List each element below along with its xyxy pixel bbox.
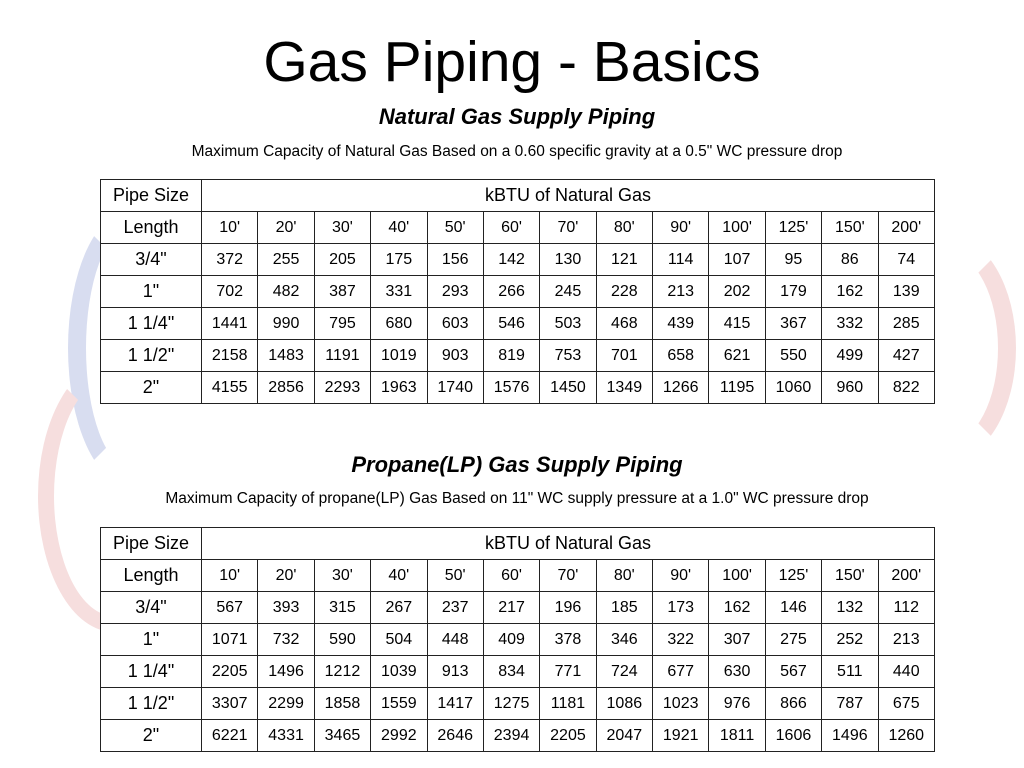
capacity-cell: 1606	[765, 720, 821, 752]
capacity-cell: 266	[483, 276, 539, 308]
capacity-cell: 1212	[314, 656, 370, 688]
capacity-cell: 903	[427, 340, 483, 372]
capacity-cell: 275	[765, 624, 821, 656]
length-cell: 10'	[202, 560, 258, 592]
pipe-size-cell: 2"	[101, 372, 202, 404]
capacity-cell: 546	[483, 308, 539, 340]
capacity-cell: 2856	[258, 372, 314, 404]
capacity-cell: 1496	[258, 656, 314, 688]
length-cell: 70'	[540, 560, 596, 592]
capacity-cell: 2293	[314, 372, 370, 404]
capacity-cell: 132	[822, 592, 878, 624]
length-row	[101, 212, 935, 244]
capacity-cell: 255	[258, 244, 314, 276]
capacity-cell: 367	[765, 308, 821, 340]
length-cell: 80'	[596, 560, 652, 592]
capacity-cell: 2205	[540, 720, 596, 752]
capacity-cell: 701	[596, 340, 652, 372]
capacity-cell: 503	[540, 308, 596, 340]
capacity-cell: 1441	[202, 308, 258, 340]
capacity-cell: 680	[371, 308, 427, 340]
capacity-cell: 156	[427, 244, 483, 276]
capacity-cell: 213	[878, 624, 935, 656]
capacity-cell: 439	[653, 308, 709, 340]
capacity-cell: 2394	[483, 720, 539, 752]
table-row	[101, 276, 935, 308]
capacity-cell: 74	[878, 244, 935, 276]
capacity-header: kBTU of Natural Gas	[202, 180, 935, 212]
capacity-cell: 4331	[258, 720, 314, 752]
capacity-cell: 346	[596, 624, 652, 656]
capacity-cell: 1963	[371, 372, 427, 404]
capacity-cell: 1483	[258, 340, 314, 372]
capacity-cell: 175	[371, 244, 427, 276]
capacity-cell: 1195	[709, 372, 765, 404]
capacity-cell: 753	[540, 340, 596, 372]
pipe-size-header: Pipe Size	[101, 528, 202, 560]
capacity-cell: 237	[427, 592, 483, 624]
capacity-cell: 139	[878, 276, 935, 308]
capacity-cell: 834	[483, 656, 539, 688]
length-cell: 90'	[653, 212, 709, 244]
capacity-cell: 409	[483, 624, 539, 656]
capacity-cell: 293	[427, 276, 483, 308]
capacity-cell: 1266	[653, 372, 709, 404]
length-cell: 200'	[878, 212, 935, 244]
capacity-cell: 990	[258, 308, 314, 340]
capacity-cell: 482	[258, 276, 314, 308]
table-row	[101, 624, 935, 656]
length-cell: 90'	[653, 560, 709, 592]
length-cell: 20'	[258, 560, 314, 592]
pipe-size-cell: 3/4"	[101, 244, 202, 276]
table-row	[101, 308, 935, 340]
natural-gas-capacity-table	[100, 179, 935, 404]
capacity-cell: 448	[427, 624, 483, 656]
capacity-cell: 202	[709, 276, 765, 308]
capacity-cell: 658	[653, 340, 709, 372]
length-cell: 100'	[709, 212, 765, 244]
capacity-cell: 179	[765, 276, 821, 308]
capacity-cell: 822	[878, 372, 935, 404]
capacity-cell: 228	[596, 276, 652, 308]
capacity-cell: 1921	[653, 720, 709, 752]
length-cell: 70'	[540, 212, 596, 244]
capacity-cell: 393	[258, 592, 314, 624]
capacity-cell: 205	[314, 244, 370, 276]
propane-section-title: Propane(LP) Gas Supply Piping	[351, 452, 683, 477]
length-cell: 150'	[822, 560, 878, 592]
capacity-cell: 315	[314, 592, 370, 624]
length-cell: 100'	[709, 560, 765, 592]
capacity-cell: 162	[709, 592, 765, 624]
capacity-cell: 331	[371, 276, 427, 308]
capacity-cell: 468	[596, 308, 652, 340]
capacity-cell: 1260	[878, 720, 935, 752]
capacity-cell: 499	[822, 340, 878, 372]
length-cell: 30'	[314, 212, 370, 244]
length-cell: 200'	[878, 560, 935, 592]
table-row	[101, 592, 935, 624]
natural-gas-section-title: Natural Gas Supply Piping	[378, 104, 656, 129]
capacity-cell: 427	[878, 340, 935, 372]
capacity-cell: 217	[483, 592, 539, 624]
capacity-cell: 724	[596, 656, 652, 688]
capacity-cell: 112	[878, 592, 935, 624]
capacity-cell: 677	[653, 656, 709, 688]
capacity-cell: 621	[709, 340, 765, 372]
capacity-cell: 196	[540, 592, 596, 624]
pipe-size-cell: 1 1/2"	[101, 340, 202, 372]
length-cell: 40'	[371, 212, 427, 244]
capacity-cell: 732	[258, 624, 314, 656]
capacity-cell: 1019	[371, 340, 427, 372]
table-row	[101, 720, 935, 752]
capacity-cell: 2205	[202, 656, 258, 688]
table-header-row	[101, 528, 935, 560]
pipe-size-cell: 1"	[101, 624, 202, 656]
capacity-cell: 142	[483, 244, 539, 276]
capacity-cell: 3307	[202, 688, 258, 720]
length-cell: 80'	[596, 212, 652, 244]
capacity-cell: 107	[709, 244, 765, 276]
capacity-cell: 387	[314, 276, 370, 308]
length-label: Length	[101, 212, 202, 244]
capacity-cell: 307	[709, 624, 765, 656]
capacity-cell: 213	[653, 276, 709, 308]
capacity-cell: 567	[765, 656, 821, 688]
length-cell: 50'	[427, 560, 483, 592]
capacity-cell: 86	[822, 244, 878, 276]
length-row	[101, 560, 935, 592]
capacity-cell: 1191	[314, 340, 370, 372]
capacity-cell: 1039	[371, 656, 427, 688]
capacity-cell: 702	[202, 276, 258, 308]
capacity-cell: 1811	[709, 720, 765, 752]
capacity-cell: 285	[878, 308, 935, 340]
capacity-cell: 976	[709, 688, 765, 720]
capacity-cell: 1559	[371, 688, 427, 720]
pipe-size-cell: 3/4"	[101, 592, 202, 624]
capacity-cell: 440	[878, 656, 935, 688]
capacity-cell: 2158	[202, 340, 258, 372]
capacity-cell: 3465	[314, 720, 370, 752]
length-cell: 60'	[483, 560, 539, 592]
capacity-cell: 121	[596, 244, 652, 276]
capacity-cell: 504	[371, 624, 427, 656]
pipe-size-header: Pipe Size	[101, 180, 202, 212]
capacity-cell: 1181	[540, 688, 596, 720]
length-cell: 125'	[765, 212, 821, 244]
length-cell: 40'	[371, 560, 427, 592]
capacity-cell: 771	[540, 656, 596, 688]
capacity-cell: 267	[371, 592, 427, 624]
table-row	[101, 244, 935, 276]
capacity-cell: 322	[653, 624, 709, 656]
capacity-cell: 2299	[258, 688, 314, 720]
length-cell: 125'	[765, 560, 821, 592]
pipe-size-cell: 1 1/4"	[101, 656, 202, 688]
capacity-cell: 2047	[596, 720, 652, 752]
length-cell: 10'	[202, 212, 258, 244]
capacity-cell: 1060	[765, 372, 821, 404]
capacity-cell: 590	[314, 624, 370, 656]
capacity-header: kBTU of Natural Gas	[202, 528, 935, 560]
table-row	[101, 656, 935, 688]
capacity-cell: 378	[540, 624, 596, 656]
capacity-cell: 1275	[483, 688, 539, 720]
table-row	[101, 372, 935, 404]
table-row	[101, 688, 935, 720]
capacity-cell: 185	[596, 592, 652, 624]
length-label: Length	[101, 560, 202, 592]
capacity-cell: 332	[822, 308, 878, 340]
capacity-cell: 550	[765, 340, 821, 372]
capacity-cell: 567	[202, 592, 258, 624]
capacity-cell: 114	[653, 244, 709, 276]
pipe-size-cell: 2"	[101, 720, 202, 752]
capacity-cell: 162	[822, 276, 878, 308]
propane-capacity-table	[100, 527, 935, 752]
capacity-cell: 146	[765, 592, 821, 624]
capacity-cell: 372	[202, 244, 258, 276]
length-cell: 150'	[822, 212, 878, 244]
capacity-cell: 1450	[540, 372, 596, 404]
capacity-cell: 1086	[596, 688, 652, 720]
capacity-cell: 787	[822, 688, 878, 720]
capacity-cell: 245	[540, 276, 596, 308]
length-cell: 50'	[427, 212, 483, 244]
capacity-cell: 1023	[653, 688, 709, 720]
capacity-cell: 675	[878, 688, 935, 720]
pipe-size-cell: 1 1/2"	[101, 688, 202, 720]
capacity-cell: 866	[765, 688, 821, 720]
capacity-cell: 252	[822, 624, 878, 656]
capacity-cell: 1576	[483, 372, 539, 404]
capacity-cell: 1740	[427, 372, 483, 404]
capacity-cell: 960	[822, 372, 878, 404]
table-row	[101, 340, 935, 372]
capacity-cell: 1417	[427, 688, 483, 720]
capacity-cell: 130	[540, 244, 596, 276]
table-header-row	[101, 180, 935, 212]
length-cell: 60'	[483, 212, 539, 244]
capacity-cell: 511	[822, 656, 878, 688]
capacity-cell: 173	[653, 592, 709, 624]
propane-caption: Maximum Capacity of propane(LP) Gas Based on 11" WC supply pressure at a 1.0" WC pressure drop	[165, 490, 869, 507]
capacity-cell: 1071	[202, 624, 258, 656]
capacity-cell: 1349	[596, 372, 652, 404]
capacity-cell: 2646	[427, 720, 483, 752]
length-cell: 30'	[314, 560, 370, 592]
length-cell: 20'	[258, 212, 314, 244]
pipe-size-cell: 1 1/4"	[101, 308, 202, 340]
capacity-cell: 6221	[202, 720, 258, 752]
capacity-cell: 630	[709, 656, 765, 688]
capacity-cell: 1858	[314, 688, 370, 720]
capacity-cell: 4155	[202, 372, 258, 404]
capacity-cell: 913	[427, 656, 483, 688]
capacity-cell: 95	[765, 244, 821, 276]
capacity-cell: 795	[314, 308, 370, 340]
capacity-cell: 1496	[822, 720, 878, 752]
capacity-cell: 819	[483, 340, 539, 372]
pipe-size-cell: 1"	[101, 276, 202, 308]
slide-title: Gas Piping - Basics	[263, 30, 761, 94]
capacity-cell: 603	[427, 308, 483, 340]
capacity-cell: 415	[709, 308, 765, 340]
capacity-cell: 2992	[371, 720, 427, 752]
natural-gas-caption: Maximum Capacity of Natural Gas Based on a 0.60 specific gravity at a 0.5" WC pressure drop	[191, 143, 843, 160]
